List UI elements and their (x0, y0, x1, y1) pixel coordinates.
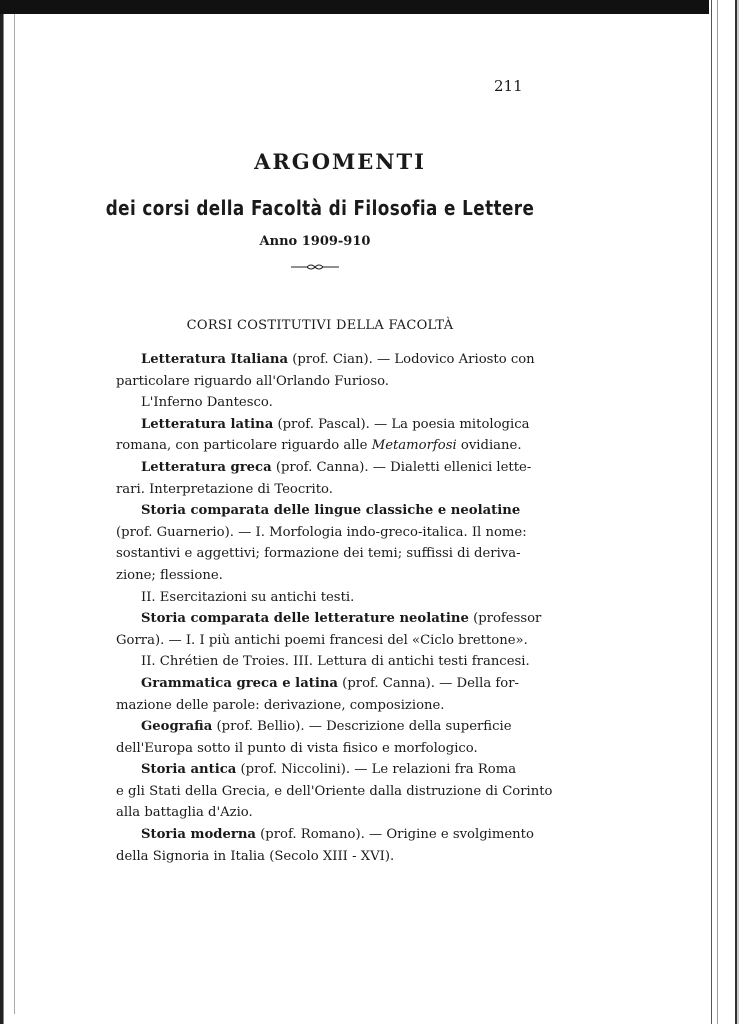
text-line (116, 802, 534, 824)
text-line (116, 371, 534, 393)
course-description: (prof. Bellio). — Descrizione della superficie (212, 719, 512, 735)
text-line (116, 479, 534, 501)
course-description: (prof. Canna). — Della for- (337, 675, 519, 691)
ornament-divider-icon (291, 262, 339, 272)
line-text: sostantivi e aggettivi; formazione dei temi; suffissi di deriva- (116, 546, 521, 562)
section-heading: CORSI COSTITUTIVI DELLA FACOLTÀ (186, 318, 454, 333)
text-line (116, 392, 534, 414)
text-line (116, 522, 534, 544)
text-line (116, 759, 534, 781)
course-list (116, 349, 553, 867)
page-subtitle: dei corsi della Facoltà di Filosofia e Lettere (105, 196, 535, 220)
text-line (116, 543, 534, 565)
text-line (116, 824, 534, 846)
course-title: Storia comparata delle lingue classiche e neolatine (141, 503, 521, 519)
academic-year: Anno 1909-910 (259, 234, 371, 249)
line-text-tail: ovidiane. (456, 438, 522, 454)
line-text: (prof. Guarnerio). — I. Morfologia indo-greco-italica. Il nome: (116, 524, 527, 540)
course-title: Storia moderna (141, 827, 256, 843)
course-title: Letteratura greca (141, 459, 272, 475)
course-description: (professor (468, 611, 542, 627)
line-text: dell'Europa sotto il punto di vista fisico e morfologico. (116, 740, 478, 756)
line-text: II. Esercitazioni su antichi testi. (141, 589, 355, 605)
line-text: rari. Interpretazione di Teocrito. (116, 481, 333, 497)
text-line (116, 781, 553, 803)
course-description: (prof. Niccolini). — Le relazioni fra Roma (236, 762, 517, 778)
text-line (116, 500, 534, 522)
text-line (116, 435, 534, 457)
page-number: 211 (494, 77, 523, 95)
line-text: Gorra). — I. I più antichi poemi francesi del «Ciclo brettone». (116, 632, 528, 648)
line-text: alla battaglia d'Azio. (116, 805, 253, 821)
text-line (116, 457, 534, 479)
line-text: mazione delle parole: derivazione, composizione. (116, 697, 445, 713)
line-text: romana, con particolare riguardo alle (116, 438, 372, 454)
text-line (116, 673, 534, 695)
course-title: Storia antica (141, 762, 237, 778)
course-title: Storia comparata delle letterature neolatine (141, 611, 469, 627)
text-line (116, 587, 534, 609)
text-line (116, 716, 534, 738)
line-text: particolare riguardo all'Orlando Furioso. (116, 373, 389, 389)
course-title: Grammatica greca e latina (141, 675, 338, 691)
line-text: della Signoria in Italia (Secolo XIII - XVI). (116, 848, 395, 864)
italic-title: Metamorfosi (371, 438, 457, 454)
course-title: Letteratura Italiana (141, 352, 288, 367)
line-text: L'Inferno Dantesco. (141, 395, 273, 411)
text-line (116, 349, 534, 371)
page-title: ARGOMENTI (254, 149, 426, 174)
course-description: (prof. Canna). — Dialetti ellenici lette- (271, 459, 532, 475)
text-line (116, 630, 534, 652)
course-description: (prof. Romano). — Origine e svolgimento (255, 827, 534, 843)
text-line (116, 738, 534, 760)
text-line (116, 695, 534, 717)
text-line (116, 651, 534, 673)
line-text: II. Chrétien de Troies. III. Lettura di antichi testi francesi. (141, 654, 530, 670)
course-description: (prof. Cian). — Lodovico Ariosto con (288, 352, 535, 367)
text-line (116, 608, 542, 630)
course-description: (prof. Pascal). — La poesia mitologica (273, 416, 530, 432)
text-line (116, 414, 534, 436)
line-text: zione; flessione. (116, 567, 223, 583)
text-line (116, 565, 534, 587)
course-title: Geografia (141, 719, 213, 735)
course-title: Letteratura latina (141, 416, 274, 432)
text-line (116, 846, 534, 868)
line-text: e gli Stati della Grecia, e dell'Oriente dalla distruzione di Corinto (116, 783, 553, 799)
